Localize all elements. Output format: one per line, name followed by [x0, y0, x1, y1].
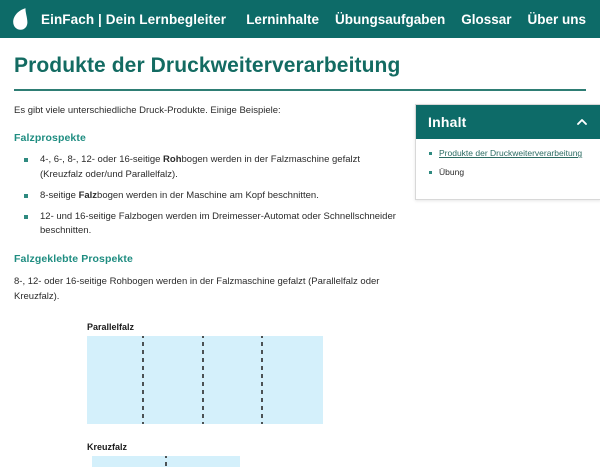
toc-title: Inhalt [428, 114, 467, 131]
page-title: Produkte der Druckweiterverarbeitung [14, 54, 401, 77]
leaf-drop-logo-icon [10, 7, 32, 31]
list-item-post: bogen werden in der Falzmaschine gefalzt (Kreuzfalz oder/und Parallelfalz). [40, 154, 361, 181]
list-item [428, 148, 588, 159]
brand-group[interactable] [10, 7, 226, 31]
falzprospekte-list [14, 153, 397, 239]
section-heading-falzgeklebte-prospekte: Falzgeklebte Prospekte [14, 252, 133, 265]
nav-item-lerninhalte[interactable]: Lerninhalte [246, 11, 319, 27]
list-item [14, 153, 397, 182]
paper-sheet [87, 336, 323, 424]
list-item-bold: Falz [78, 189, 98, 201]
intro-paragraph: Es gibt viele unterschiedliche Druck-Produkte. Einige Beispiele: [14, 105, 281, 117]
nav-item-uebungsaufgaben[interactable]: Übungsaufgaben [334, 11, 446, 27]
list-item-post: bogen werden in der Maschine am Kopf beschnitten. [97, 189, 319, 201]
chevron-up-icon[interactable] [576, 116, 588, 128]
top-navigation-bar [0, 0, 600, 38]
diagram-kreuzfalz [14, 442, 586, 467]
diagram-label-parallelfalz: Parallelfalz [87, 322, 135, 333]
nav-item-ueber-uns[interactable]: Über uns [527, 11, 586, 27]
list-item [428, 167, 588, 178]
section-heading-falzprospekte: Falzprospekte [14, 132, 86, 145]
list-item-pre: 12- und 16-seitige Falzbogen werden im Dreimesser-Automat oder Schnellschneider beschnitten. [40, 210, 396, 237]
toc-link-produkte[interactable]: Produkte der Druckweiterverarbeitung [439, 148, 583, 159]
diagram-label-kreuzfalz: Kreuzfalz [87, 442, 128, 453]
article-body [14, 104, 397, 304]
list-item [14, 210, 397, 239]
toc-body [416, 139, 600, 199]
brand-title: EinFach | Dein Lernbegleiter [41, 11, 227, 27]
content-row [14, 104, 586, 304]
main-nav [246, 12, 586, 27]
toc-header[interactable] [416, 105, 600, 139]
list-item [14, 189, 397, 204]
parallelfalz-figure [87, 336, 323, 424]
page-content [0, 38, 600, 467]
kreuzfalz-figure [87, 456, 252, 467]
list-item-pre: 8-seitige [40, 189, 79, 201]
diagram-parallelfalz [14, 322, 586, 424]
table-of-contents-box [415, 104, 600, 200]
toc-label-uebung: Übung [439, 166, 465, 177]
toc-list [428, 148, 588, 178]
falzgeklebte-paragraph: 8-, 12- oder 16-seitige Rohbogen werden in der Falzmaschine gefalzt (Parallelfalz oder Kreuzfalz). [14, 275, 380, 302]
list-item-pre: 4-, 6-, 8-, 12- oder 16-seitige [40, 154, 164, 166]
title-divider [14, 89, 586, 91]
nav-item-glossar[interactable]: Glossar [461, 11, 512, 27]
list-item-bold: Roh [163, 154, 182, 166]
